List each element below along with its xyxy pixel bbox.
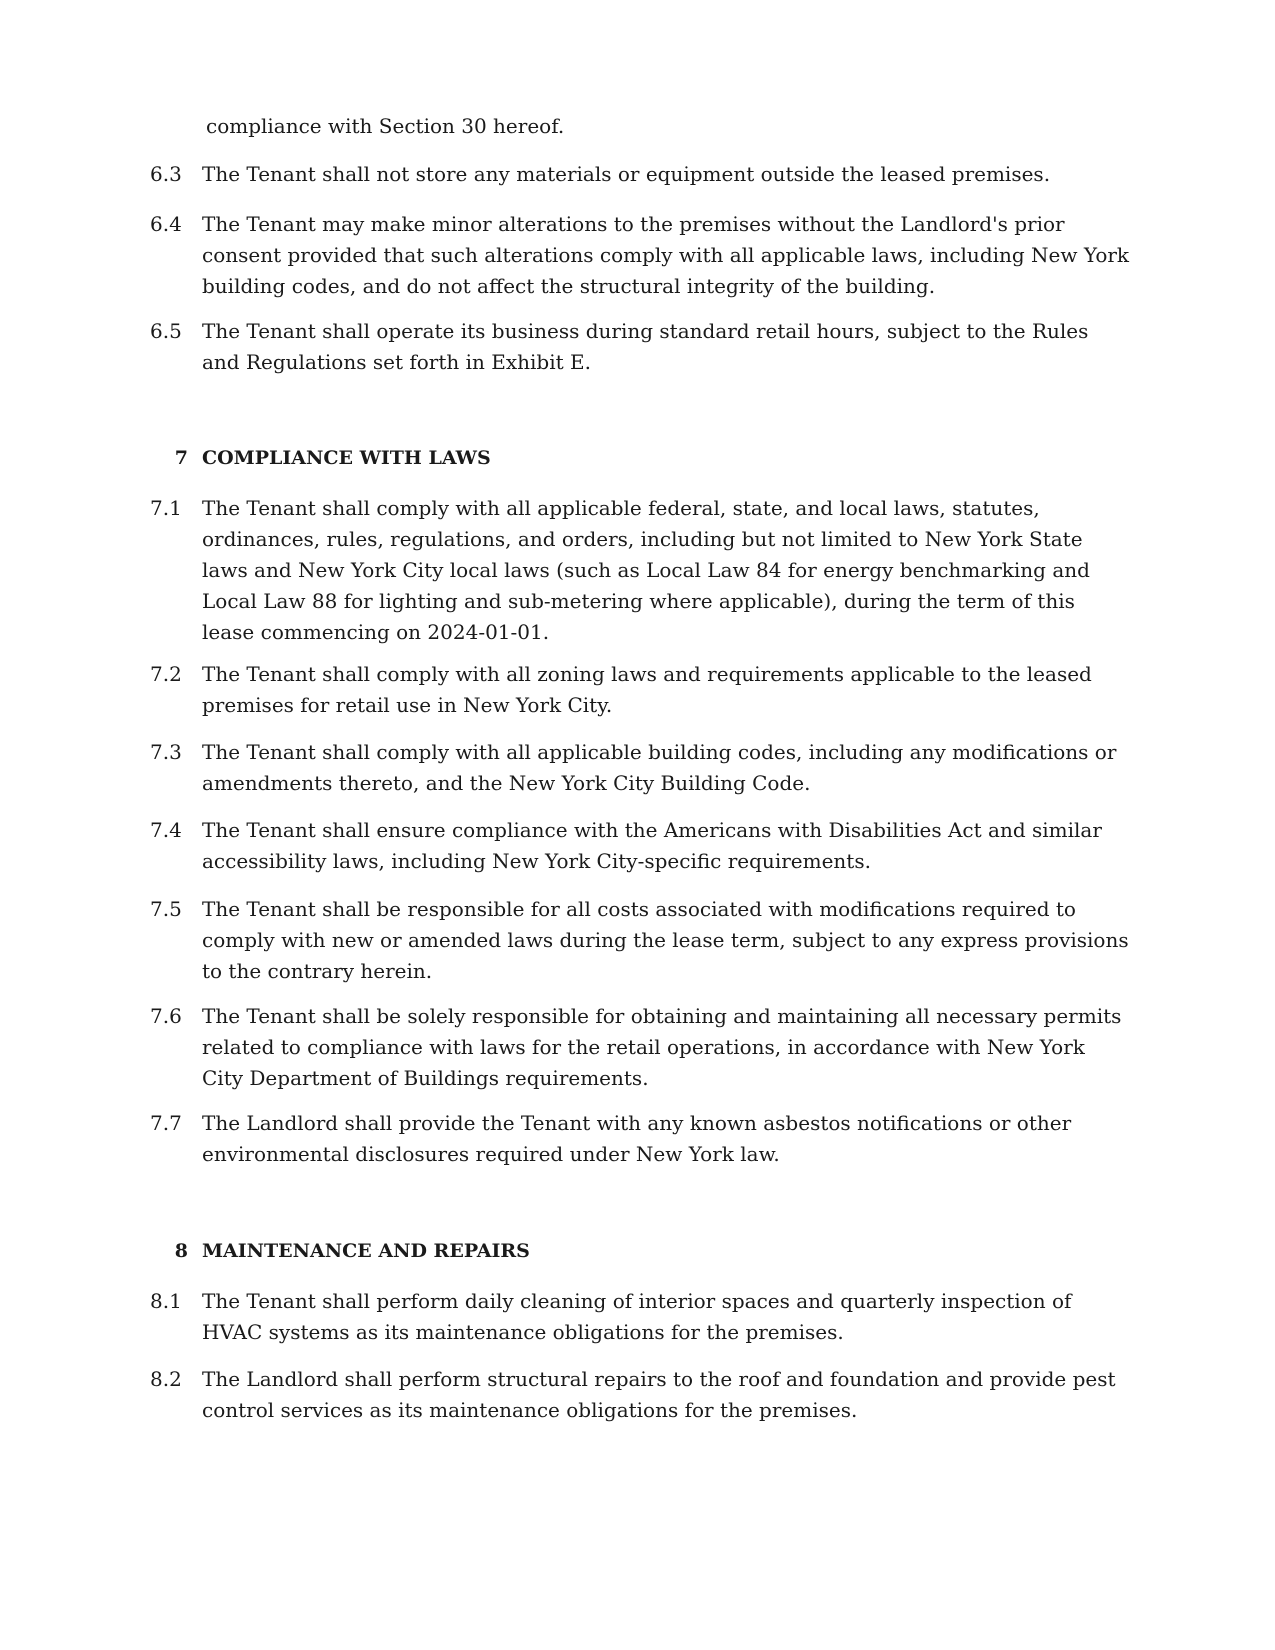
- clause-text: The Tenant may make minor alterations to the premises without the Landlord's prior consent provided that such alterations comply with all applicable laws, including New York building codes, and do not affect the structural integrity of the building.: [202, 212, 1130, 298]
- clause-7-5: [150, 894, 1130, 987]
- section-heading-7: [150, 443, 1130, 474]
- clause-6-3: [150, 159, 1130, 190]
- clause-7-4: [150, 815, 1130, 877]
- clause-text: The Tenant shall ensure compliance with the Americans with Disabilities Act and similar accessibility laws, including New York City-specific requirements.: [202, 818, 1102, 873]
- clause-number: 6.3: [150, 162, 182, 186]
- clause-text: The Tenant shall operate its business during standard retail hours, subject to the Rules and Regulations set forth in Exhibit E.: [202, 319, 1089, 374]
- clause-number: 8.2: [150, 1367, 182, 1391]
- section-number: 8: [174, 1240, 188, 1262]
- clause-text: The Tenant shall comply with all zoning laws and requirements applicable to the leased premises for retail use in New York City.: [202, 662, 1092, 717]
- section-title: COMPLIANCE WITH LAWS: [202, 447, 491, 469]
- clause-number: 7.5: [150, 897, 182, 921]
- clause-number: 7.3: [150, 740, 182, 764]
- section-number: 7: [174, 447, 188, 469]
- clause-text: The Landlord shall provide the Tenant with any known asbestos notifications or other environmental disclosures required under New York law.: [202, 1111, 1072, 1166]
- clause-text: The Tenant shall be solely responsible for obtaining and maintaining all necessary permits related to compliance with laws for the retail operations, in accordance with New York City Department of Buildings requirements.: [202, 1004, 1122, 1090]
- clause-number: 7.4: [150, 818, 182, 842]
- clause-7-3: [150, 737, 1130, 799]
- clause-text: The Landlord shall perform structural repairs to the roof and foundation and provide pest control services as its maintenance obligations for the premises.: [202, 1367, 1116, 1422]
- clause-7-1: [150, 493, 1130, 648]
- clause-number: 7.1: [150, 496, 182, 520]
- continuation-text: compliance with Section 30 hereof.: [206, 114, 565, 138]
- clause-number: 6.4: [150, 212, 182, 236]
- clause-6-5: [150, 316, 1130, 378]
- clause-7-6: [150, 1001, 1130, 1094]
- clause-7-7: [150, 1108, 1130, 1170]
- clause-8-1: [150, 1286, 1130, 1348]
- clause-number: 7.6: [150, 1004, 182, 1028]
- section-title: MAINTENANCE AND REPAIRS: [202, 1240, 530, 1262]
- clause-text: The Tenant shall comply with all applicable building codes, including any modifications or amendments thereto, and the New York City Building Code.: [202, 740, 1117, 795]
- clause-number: 7.2: [150, 662, 182, 686]
- clause-text: The Tenant shall be responsible for all costs associated with modifications required to comply with new or amended laws during the lease term, subject to any express provisions to the contrary herein.: [202, 897, 1129, 983]
- section-heading-8: [150, 1236, 1130, 1267]
- clause-number: 7.7: [150, 1111, 182, 1135]
- clause-text: The Tenant shall perform daily cleaning of interior spaces and quarterly inspection of HVAC systems as its maintenance obligations for the premises.: [202, 1289, 1072, 1344]
- clause-8-2: [150, 1364, 1130, 1426]
- clause-6-4: [150, 209, 1130, 302]
- clause-7-2: [150, 659, 1130, 721]
- clause-text: The Tenant shall comply with all applicable federal, state, and local laws, statutes, ordinances, rules, regulations, and orders, including but not limited to New York State laws and New York City local laws (such as Local Law 84 for energy benchmarking and Local Law 88 for lighting and sub-metering where applicable), during the term of this lease commencing on 2024-01-01.: [202, 496, 1090, 644]
- clause-number: 8.1: [150, 1289, 182, 1313]
- clause-number: 6.5: [150, 319, 182, 343]
- clause-text: The Tenant shall not store any materials or equipment outside the leased premises.: [202, 162, 1051, 186]
